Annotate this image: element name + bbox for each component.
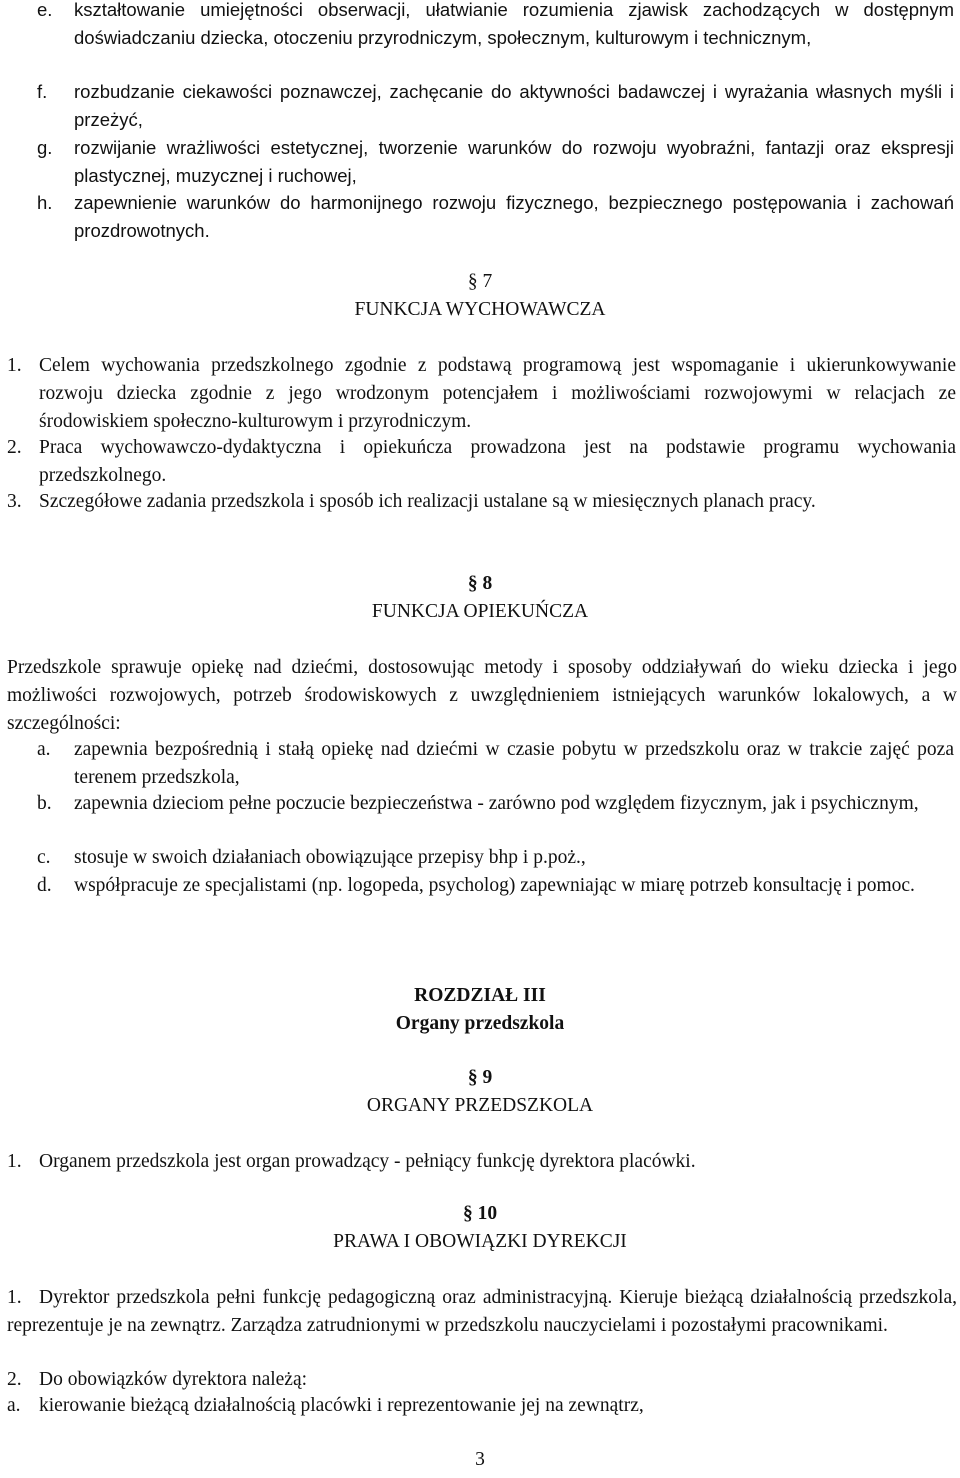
list-text: Szczegółowe zadania przedszkola i sposób ich realizacji ustalane są w miesięcznych planach pracy.: [39, 491, 816, 512]
list-marker: a.: [37, 739, 51, 760]
list-item-2: [0, 434, 960, 490]
list-text: rozbudzanie ciekawości poznawczej, zachęcanie do aktywności badawczej i wyrażania własnych myśli i przeżyć,: [74, 81, 954, 130]
list-item-g: [0, 134, 960, 190]
list-item-1: [0, 352, 960, 436]
list-marker: 1.: [7, 1151, 22, 1172]
section-title: FUNKCJA OPIEKUŃCZA: [371, 601, 589, 622]
list-marker: h.: [37, 192, 53, 213]
list-marker: g.: [37, 137, 53, 158]
list-item-h: [0, 189, 960, 245]
list-item-f: [0, 78, 960, 134]
list-marker: a.: [7, 1395, 21, 1416]
list-item-e: [0, 0, 960, 80]
section-number: § 8: [467, 573, 493, 594]
list-item-a: [0, 1392, 960, 1420]
list-text: zapewnienie warunków do harmonijnego rozwoju fizycznego, bezpiecznego postępowania i zachowań prozdrowotnych.: [74, 192, 954, 241]
section-title: PRAWA I OBOWIĄZKI DYREKCJI: [333, 1231, 627, 1252]
list-item-3: [0, 488, 960, 544]
list-text: Organem przedszkola jest organ prowadzący - pełniący funkcję dyrektora placówki.: [39, 1151, 696, 1172]
chapter-title: ROZDZIAŁ III: [414, 985, 546, 1006]
section-intro: Przedszkole sprawuje opiekę nad dziećmi, dostosowując metody i sposoby oddziaływań do wieku dziecka i jego możliwości rozwojowych, potrzeb środowiskowych z uwzględnieniem istniejących warunków lokalowych, a w szczególności:: [7, 657, 957, 734]
list-marker: d.: [37, 875, 52, 896]
list-marker: 2.: [7, 1369, 22, 1390]
list-text: stosuje w swoich działaniach obowiązujące przepisy bhp i p.poż.,: [74, 847, 586, 868]
page-number: 3: [475, 1449, 485, 1470]
list-item-b: [0, 790, 960, 846]
list-item-1: [0, 1284, 960, 1368]
list-text: zapewnia dzieciom pełne poczucie bezpieczeństwa - zarówno pod względem fizycznym, jak i psychicznym,: [74, 793, 919, 814]
list-marker: 1.: [7, 355, 22, 376]
list-marker: 3.: [7, 491, 22, 512]
list-marker: f.: [37, 81, 48, 102]
section-number: § 7: [467, 271, 493, 292]
list-text: zapewnia bezpośrednią i stałą opiekę nad dziećmi w czasie pobytu w przedszkolu oraz w trakcie zajęć poza terenem przedszkola,: [74, 739, 954, 788]
list-item-a: [0, 736, 960, 792]
section-title: ORGANY PRZEDSZKOLA: [366, 1095, 594, 1116]
list-item-c: [0, 844, 960, 872]
list-text: Dyrektor przedszkola pełni funkcję pedagogiczną oraz administracyjną. Kieruje bieżącą działalnością przedszkola, reprezentuje je na zewnątrz. Zarządza zatrudnionymi w przedszkolu nauczycielami i pozostałymi pracownikami.: [7, 1287, 957, 1336]
list-text: Celem wychowania przedszkolnego zgodnie z podstawą programową jest wspomaganie i ukierunkowywanie rozwoju dziecka zgodnie z jego wrodzonym potencjałem i możliwościami rozwojowymi w relacjach ze środowiskiem społeczno-kulturowym i przyrodniczym.: [39, 355, 956, 432]
list-item-1: [0, 1148, 960, 1176]
list-text: kierowanie bieżącą działalnością placówki i reprezentowanie jej na zewnątrz,: [39, 1395, 644, 1416]
list-text: Praca wychowawczo-dydaktyczna i opiekuńcza prowadzona jest na podstawie programu wychowania przedszkolnego.: [39, 437, 956, 486]
list-marker: 1.: [7, 1287, 22, 1308]
list-marker: c.: [37, 847, 51, 868]
list-item-2: [0, 1366, 960, 1394]
list-marker: 2.: [7, 437, 22, 458]
list-marker: b.: [37, 793, 52, 814]
chapter-subtitle: Organy przedszkola: [395, 1013, 565, 1034]
section-number: § 9: [467, 1067, 493, 1088]
list-marker: e.: [37, 0, 53, 20]
section-title: FUNKCJA WYCHOWAWCZA: [354, 299, 606, 320]
list-text: współpracuje ze specjalistami (np. logopeda, psycholog) zapewniając w miarę potrzeb konsultację i pomoc.: [74, 875, 915, 896]
section-number: § 10: [462, 1203, 498, 1224]
list-item-d: [0, 872, 960, 928]
list-text: rozwijanie wrażliwości estetycznej, tworzenie warunków do rozwoju wyobraźni, fantazji oraz ekspresji plastycznej, muzycznej i ruchowej,: [74, 137, 954, 186]
list-text: kształtowanie umiejętności obserwacji, ułatwianie rozumienia zjawisk zachodzących w dostępnym doświadczaniu dziecka, otoczeniu przyrodniczym, społecznym, kulturowym i technicznym,: [74, 0, 954, 48]
list-text: Do obowiązków dyrektora należą:: [39, 1369, 308, 1390]
